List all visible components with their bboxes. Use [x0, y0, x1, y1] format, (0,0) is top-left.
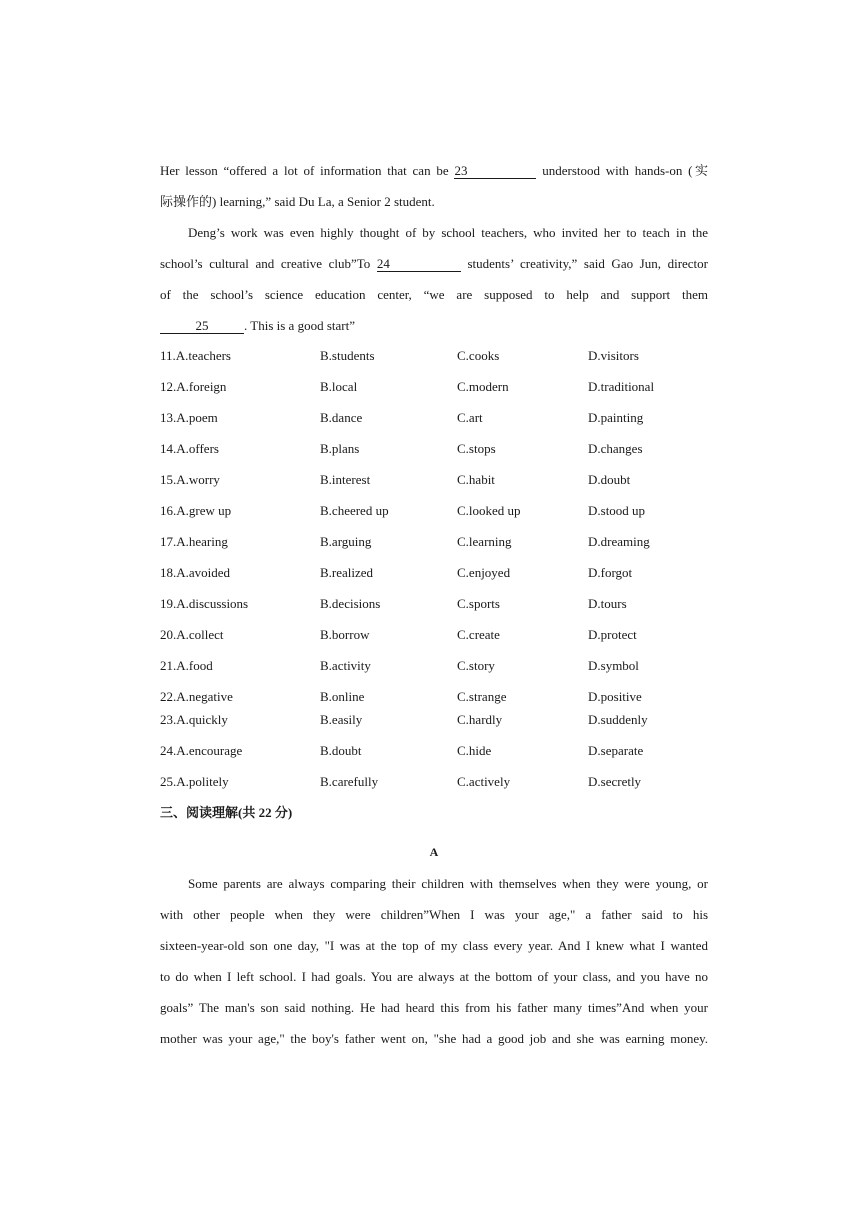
option-b: B.cheered up	[320, 503, 389, 518]
section-heading: 三、阅读理解(共 22 分)	[160, 805, 293, 820]
option-a: 25.A.politely	[160, 774, 229, 789]
option-a: 14.A.offers	[160, 441, 219, 456]
option-c: C.strange	[457, 689, 507, 704]
option-a: 16.A.grew up	[160, 503, 232, 518]
option-c: C.cooks	[457, 348, 500, 363]
option-c: C.looked up	[457, 503, 521, 518]
option-a: 13.A.poem	[160, 410, 218, 425]
option-a: 23.A.quickly	[160, 712, 228, 727]
option-a: 20.A.collect	[160, 627, 224, 642]
passage-line: school’s cultural and creative club”To 24 students’ creativity,” said Gao Jun, director	[160, 256, 708, 271]
option-b: B.online	[320, 689, 365, 704]
option-d: D.doubt	[588, 472, 631, 487]
option-b: B.students	[320, 348, 375, 363]
option-a: 22.A.negative	[160, 689, 233, 704]
answer-blank-24: 24	[377, 257, 461, 272]
passage-line: mother was your age," the boy's father went on, "she had a good job and she was earning money.	[160, 1031, 708, 1046]
option-d: D.tours	[588, 596, 627, 611]
option-b: B.activity	[320, 658, 371, 673]
cloze-passage-continuation	[160, 155, 708, 341]
option-d: D.suddenly	[588, 712, 648, 727]
passage-line: Some parents are always comparing their children with themselves when they were young, or	[188, 876, 708, 891]
option-a: 21.A.food	[160, 658, 213, 673]
option-d: D.stood up	[588, 503, 646, 518]
passage-line: to do when I left school. I had goals. You are always at the bottom of your class, and you have no	[160, 969, 708, 984]
option-d: D.dreaming	[588, 534, 650, 549]
reading-passage-a	[160, 868, 708, 1054]
answer-blank-25: 25	[160, 319, 244, 334]
option-b: B.local	[320, 379, 358, 394]
option-d: D.symbol	[588, 658, 639, 673]
option-c: C.learning	[457, 534, 512, 549]
option-c: C.art	[457, 410, 483, 425]
answer-blank-23: 23	[454, 164, 536, 179]
option-b: B.decisions	[320, 596, 381, 611]
option-d: D.protect	[588, 627, 637, 642]
option-b: B.dance	[320, 410, 363, 425]
option-b: B.arguing	[320, 534, 372, 549]
passage-label: A	[429, 845, 439, 859]
option-a: 17.A.hearing	[160, 534, 228, 549]
option-c: C.hardly	[457, 712, 503, 727]
option-c: C.actively	[457, 774, 511, 789]
option-d: D.visitors	[588, 348, 639, 363]
option-d: D.positive	[588, 689, 642, 704]
option-a: 12.A.foreign	[160, 379, 227, 394]
option-b: B.easily	[320, 712, 363, 727]
passage-line: 际操作的) learning,” said Du La, a Senior 2 student.	[160, 194, 435, 209]
passage-line: with other people when they were children”When I was your age," a father said to his	[160, 907, 708, 922]
option-b: B.plans	[320, 441, 360, 456]
option-b: B.carefully	[320, 774, 379, 789]
option-d: D.painting	[588, 410, 644, 425]
passage-line: of the school’s science education center, “we are supposed to help and support them	[160, 287, 708, 302]
option-c: C.story	[457, 658, 495, 673]
option-a: 15.A.worry	[160, 472, 220, 487]
option-d: D.traditional	[588, 379, 655, 394]
option-b: B.realized	[320, 565, 374, 580]
option-b: B.interest	[320, 472, 371, 487]
option-c: C.enjoyed	[457, 565, 511, 580]
option-b: B.doubt	[320, 743, 362, 758]
option-a: 19.A.discussions	[160, 596, 249, 611]
option-c: C.hide	[457, 743, 492, 758]
option-c: C.modern	[457, 379, 509, 394]
option-d: D.changes	[588, 441, 643, 456]
option-a: 11.A.teachers	[160, 348, 231, 363]
option-b: B.borrow	[320, 627, 370, 642]
option-c: C.sports	[457, 596, 500, 611]
option-d: D.secretly	[588, 774, 642, 789]
passage-line: sixteen-year-old son one day, "I was at the top of my class every year. And I knew what I wanted	[160, 938, 708, 953]
option-a: 24.A.encourage	[160, 743, 243, 758]
option-d: D.forgot	[588, 565, 633, 580]
passage-line: Deng’s work was even highly thought of by school teachers, who invited her to teach in the	[188, 225, 708, 240]
passage-line: goals” The man's son said nothing. He had heard this from his father many times”And when your	[160, 1000, 708, 1015]
option-d: D.separate	[588, 743, 644, 758]
option-c: C.create	[457, 627, 500, 642]
option-c: C.habit	[457, 472, 495, 487]
option-a: 18.A.avoided	[160, 565, 231, 580]
passage-line: Her lesson “offered a lot of information that can be 23 understood with hands-on (实	[160, 163, 709, 178]
passage-line: 25 . This is a good start”	[160, 310, 708, 341]
option-c: C.stops	[457, 441, 496, 456]
